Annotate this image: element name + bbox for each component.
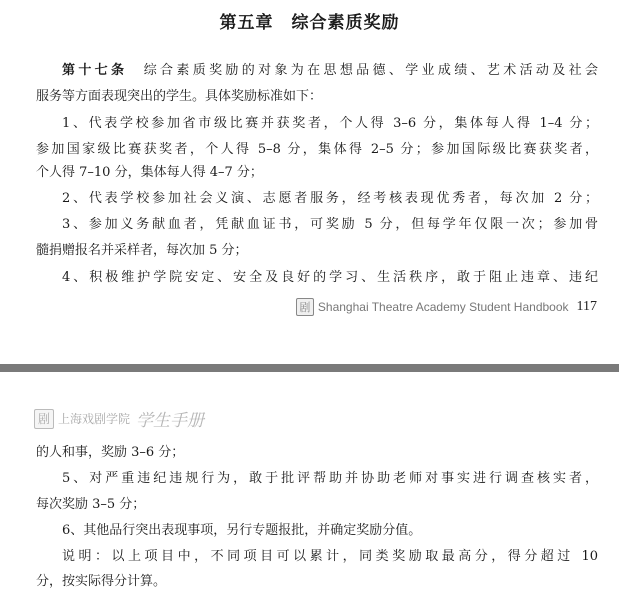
item-1-line-2: 参加国家级比赛获奖者，个人得 5–8 分，集体得 2–5 分；参加国际级比赛获奖者， bbox=[36, 142, 598, 157]
academy-logo-icon: 剧 bbox=[34, 409, 54, 429]
note-line-2: 分，按实际得分计算。 bbox=[36, 574, 167, 589]
item-2-line-1: 2、代表学校参加社会义演、志愿者服务，经考核表现优秀者，每次加 2 分； bbox=[62, 191, 598, 206]
article-label: 第十七条 bbox=[62, 63, 128, 78]
footer-handbook-title: Shanghai Theatre Academy Student Handbook bbox=[317, 300, 569, 314]
item-6-line-1: 6、其他品行突出表现事项，另行专题报批，并确定奖励分值。 bbox=[62, 523, 422, 538]
page-footer bbox=[296, 297, 597, 317]
article-text: 综合素质奖励的对象为在思想品德、学业成绩、艺术活动及社会 bbox=[143, 63, 598, 78]
item-3-line-2: 髓捐赠报名并采样者，每次加 5 分； bbox=[36, 243, 248, 258]
item-3-line-1: 3、参加义务献血者，凭献血证书，可奖励 5 分，但每学年仅限一次；参加骨 bbox=[62, 217, 598, 232]
item-1-line-1: 1、代表学校参加省市级比赛并获奖者，个人得 3–6 分，集体每人得 1–4 分； bbox=[62, 116, 598, 131]
item-4-line-1: 4、积极维护学院安定、安全及良好的学习、生活秩序，敢于阻止违章、违纪 bbox=[62, 270, 598, 285]
note-line-1: 说明：以上项目中，不同项目可以累计，同类奖励取最高分，得分超过 10 bbox=[62, 549, 598, 564]
item-5-line-1: 5、对严重违纪违规行为，敢于批评帮助并协助老师对事实进行调查核实者， bbox=[62, 471, 598, 486]
page-divider bbox=[0, 364, 619, 372]
item-1-line-3: 个人得 7–10 分，集体每人得 4–7 分； bbox=[36, 165, 263, 180]
header-book-title: 学生手册 bbox=[136, 411, 205, 431]
academy-logo-icon: 剧 bbox=[296, 298, 314, 316]
item-5-line-2: 每次奖励 3–5 分； bbox=[36, 497, 146, 512]
item-4-line-2: 的人和事，奖励 3–6 分； bbox=[36, 445, 185, 460]
article-17-line-2: 服务等方面表现突出的学生。具体奖励标准如下： bbox=[36, 89, 323, 104]
article-17-line-1 bbox=[36, 62, 598, 79]
header-school-name: 上海戏剧学院 bbox=[58, 412, 131, 426]
chapter-title: 第五章 综合素质奖励 bbox=[219, 13, 400, 33]
page-number: 117 bbox=[576, 299, 597, 314]
page-header bbox=[34, 406, 204, 431]
